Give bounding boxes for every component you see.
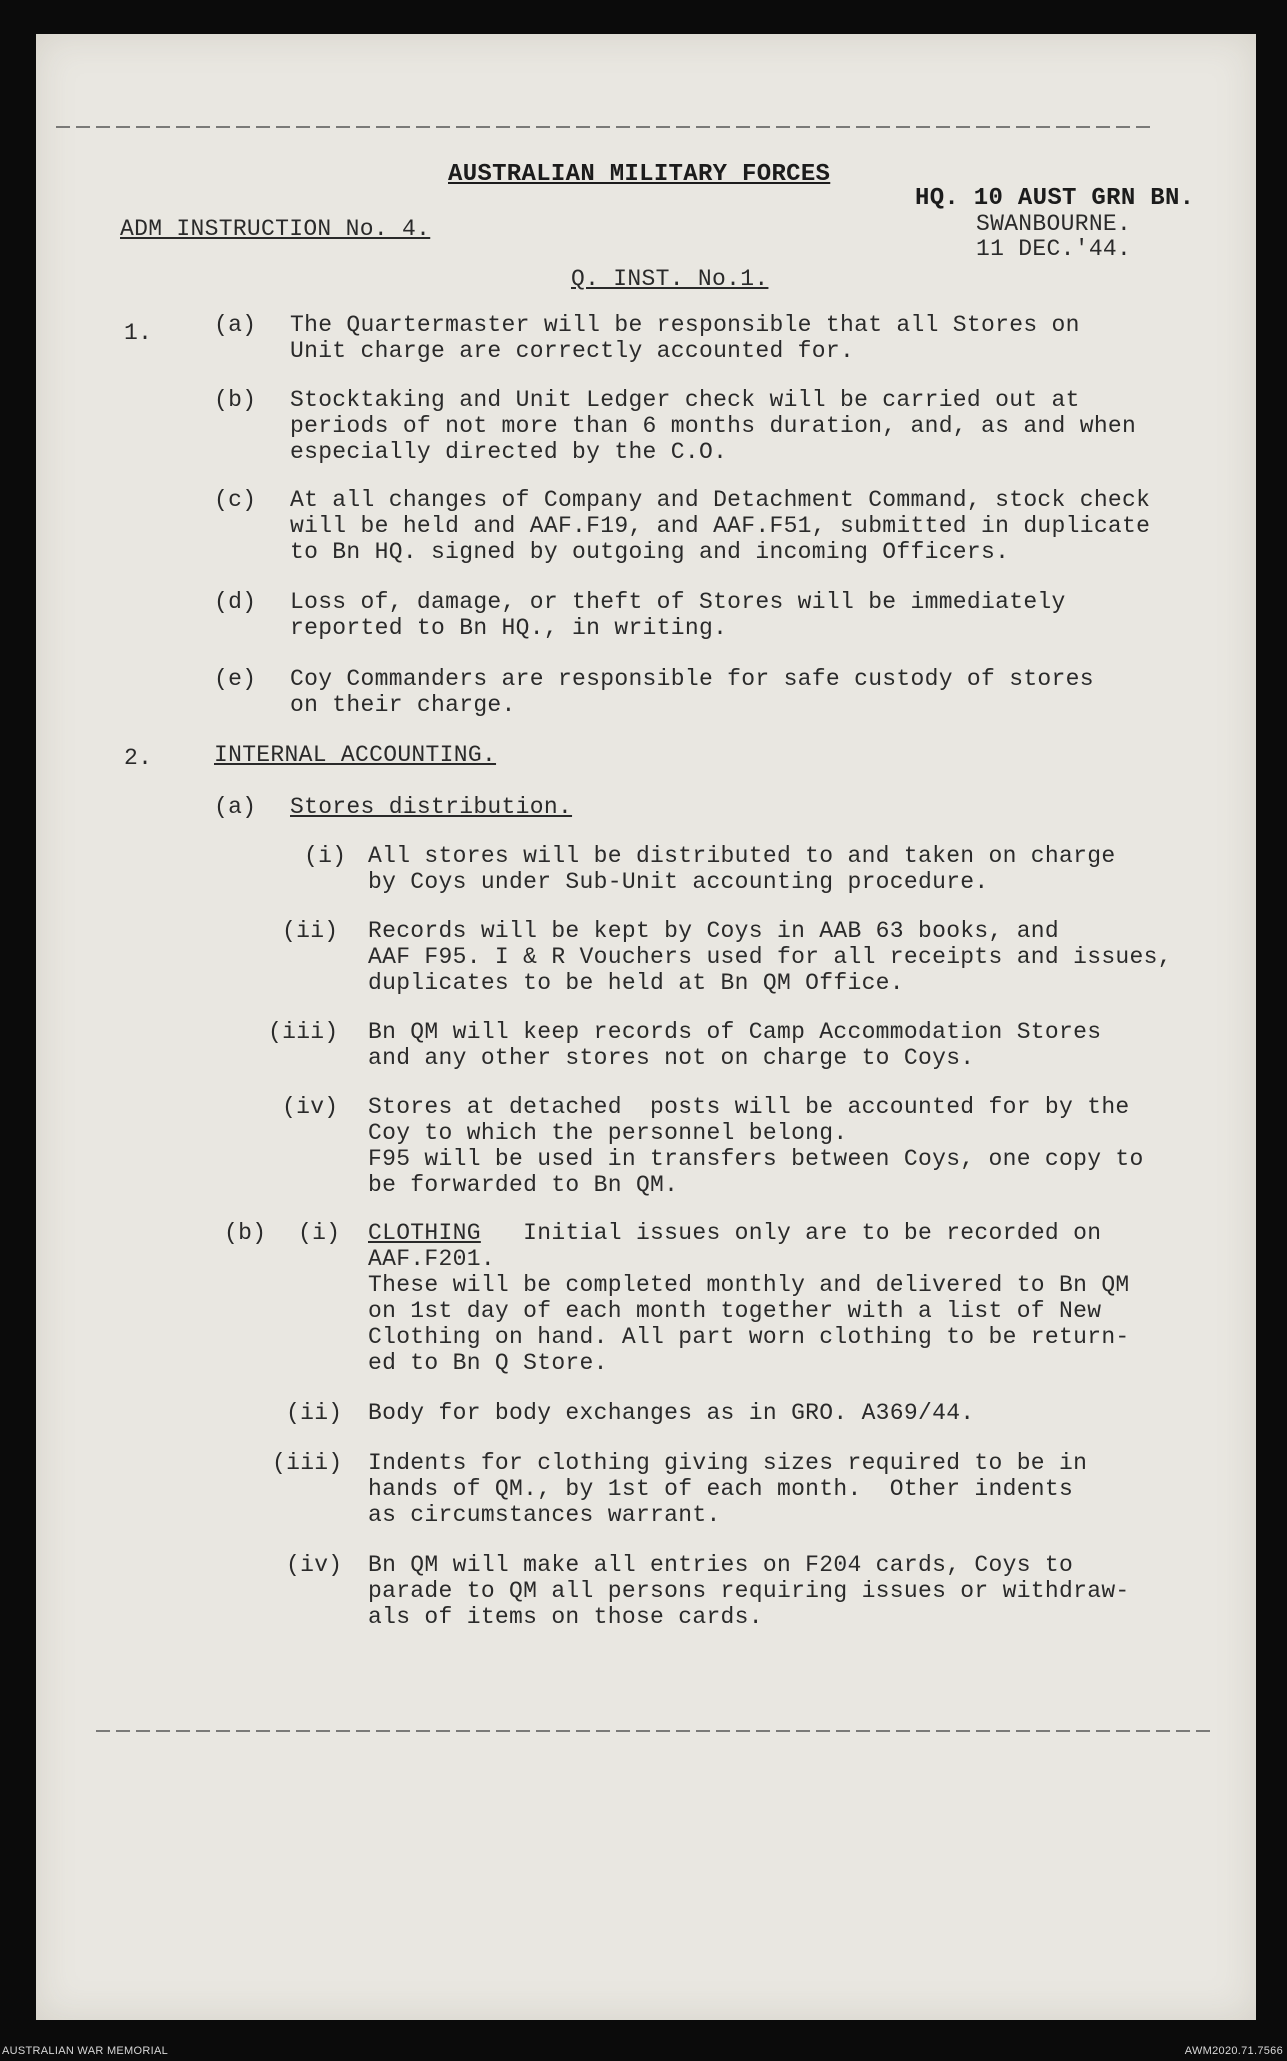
s2b-iv-line-1: Bn QM will make all entries on F204 cards, Coys to bbox=[368, 1552, 1074, 1578]
s2a-marker-ii: (ii) bbox=[282, 918, 339, 944]
s1-c-line-3: to Bn HQ. signed by outgoing and incoming Officers. bbox=[290, 539, 1010, 565]
s1-a-line-1: The Quartermaster will be responsible that all Stores on bbox=[290, 312, 1080, 338]
s1-c-line-2: will be held and AAF.F19, and AAF.F51, submitted in duplicate bbox=[290, 513, 1151, 539]
s2a-marker-iv: (iv) bbox=[282, 1094, 339, 1120]
s2a-i-line-2: by Coys under Sub-Unit accounting procedure. bbox=[368, 869, 989, 895]
s2a-marker-i: (i) bbox=[304, 843, 347, 869]
section-2-heading: INTERNAL ACCOUNTING. bbox=[214, 742, 497, 768]
s2b-iii-line-2: hands of QM., by 1st of each month. Other indents bbox=[368, 1476, 1074, 1502]
s1-marker-e: (e) bbox=[214, 666, 257, 692]
s1-d-line-1: Loss of, damage, or theft of Stores will be immediately bbox=[290, 589, 1066, 615]
document-subtitle: Q. INST. No.1. bbox=[571, 266, 769, 292]
s2b-i-line-3: These will be completed monthly and delivered to Bn QM bbox=[368, 1272, 1130, 1298]
clothing-label: CLOTHING bbox=[368, 1220, 481, 1246]
s2-a-heading: Stores distribution. bbox=[290, 794, 573, 820]
s1-marker-a: (a) bbox=[214, 312, 257, 338]
section-1-number: 1. bbox=[124, 320, 153, 346]
section-2-number: 2. bbox=[124, 745, 153, 771]
s1-marker-d: (d) bbox=[214, 589, 257, 615]
s2a-i-line-1: All stores will be distributed to and taken on charge bbox=[368, 843, 1116, 869]
s1-marker-b: (b) bbox=[214, 387, 257, 413]
s1-a-line-2: Unit charge are correctly accounted for. bbox=[290, 338, 855, 364]
s2b-iv-line-2: parade to QM all persons requiring issues or withdraw- bbox=[368, 1578, 1130, 1604]
s2b-i-first-line bbox=[368, 1220, 1101, 1246]
s2b-ii-line-1: Body for body exchanges as in GRO. A369/44. bbox=[368, 1400, 975, 1426]
s2a-ii-line-3: duplicates to be held at Bn QM Office. bbox=[368, 970, 904, 996]
s1-e-line-1: Coy Commanders are responsible for safe custody of stores bbox=[290, 666, 1094, 692]
s1-b-line-2: periods of not more than 6 months duration, and, as and when bbox=[290, 413, 1137, 439]
s2a-ii-line-2: AAF F95. I & R Vouchers used for all receipts and issues, bbox=[368, 944, 1172, 970]
s1-b-line-1: Stocktaking and Unit Ledger check will be carried out at bbox=[290, 387, 1080, 413]
s2-marker-a: (a) bbox=[214, 794, 257, 820]
s2b-iii-line-3: as circumstances warrant. bbox=[368, 1502, 721, 1528]
footer-accession: AWM2020.71.7566 bbox=[1184, 2045, 1283, 2057]
s2a-iii-line-2: and any other stores not on charge to Coys. bbox=[368, 1045, 975, 1071]
s2b-marker-i: (i) bbox=[298, 1220, 341, 1246]
hq-line: HQ. 10 AUST GRN BN. bbox=[915, 185, 1195, 212]
location-line: SWANBOURNE. bbox=[976, 211, 1132, 237]
date-line: 11 DEC.'44. bbox=[976, 236, 1132, 262]
document-page bbox=[36, 34, 1256, 2020]
s2b-marker-iii: (iii) bbox=[272, 1450, 343, 1476]
s2a-iv-line-4: be forwarded to Bn QM. bbox=[368, 1172, 679, 1198]
s1-b-line-3: especially directed by the C.O. bbox=[290, 439, 728, 465]
document-title: AUSTRALIAN MILITARY FORCES bbox=[448, 161, 831, 188]
s2b-i-line-1: Initial issues only are to be recorded on bbox=[480, 1220, 1102, 1246]
s2b-i-line-5: Clothing on hand. All part worn clothing to be return- bbox=[368, 1324, 1130, 1350]
s2a-iv-line-2: Coy to which the personnel belong. bbox=[368, 1120, 848, 1146]
s2a-iii-line-1: Bn QM will keep records of Camp Accommodation Stores bbox=[368, 1019, 1102, 1045]
s2b-iv-line-3: als of items on those cards. bbox=[368, 1604, 763, 1630]
s1-c-line-1: At all changes of Company and Detachment Command, stock check bbox=[290, 487, 1151, 513]
bottom-fold-line bbox=[96, 1730, 1216, 1732]
s1-marker-c: (c) bbox=[214, 487, 257, 513]
instruction-number: ADM INSTRUCTION No. 4. bbox=[120, 216, 431, 242]
s1-d-line-2: reported to Bn HQ., in writing. bbox=[290, 615, 728, 641]
s2b-i-line-2: AAF.F201. bbox=[368, 1246, 495, 1272]
s2b-i-line-4: on 1st day of each month together with a list of New bbox=[368, 1298, 1102, 1324]
footer-credit: AUSTRALIAN WAR MEMORIAL bbox=[2, 2045, 169, 2057]
s2b-iii-line-1: Indents for clothing giving sizes required to be in bbox=[368, 1450, 1088, 1476]
s2b-marker-iv: (iv) bbox=[286, 1552, 343, 1578]
s2a-iv-line-3: F95 will be used in transfers between Coys, one copy to bbox=[368, 1146, 1144, 1172]
s2a-iv-line-1: Stores at detached posts will be accounted for by the bbox=[368, 1094, 1130, 1120]
s2b-i-line-6: ed to Bn Q Store. bbox=[368, 1350, 608, 1376]
top-fold-line bbox=[56, 126, 1156, 128]
s2a-marker-iii: (iii) bbox=[268, 1019, 339, 1045]
s1-e-line-2: on their charge. bbox=[290, 692, 516, 718]
s2-marker-b: (b) bbox=[224, 1220, 267, 1246]
s2a-ii-line-1: Records will be kept by Coys in AAB 63 books, and bbox=[368, 918, 1060, 944]
s2b-marker-ii: (ii) bbox=[286, 1400, 343, 1426]
